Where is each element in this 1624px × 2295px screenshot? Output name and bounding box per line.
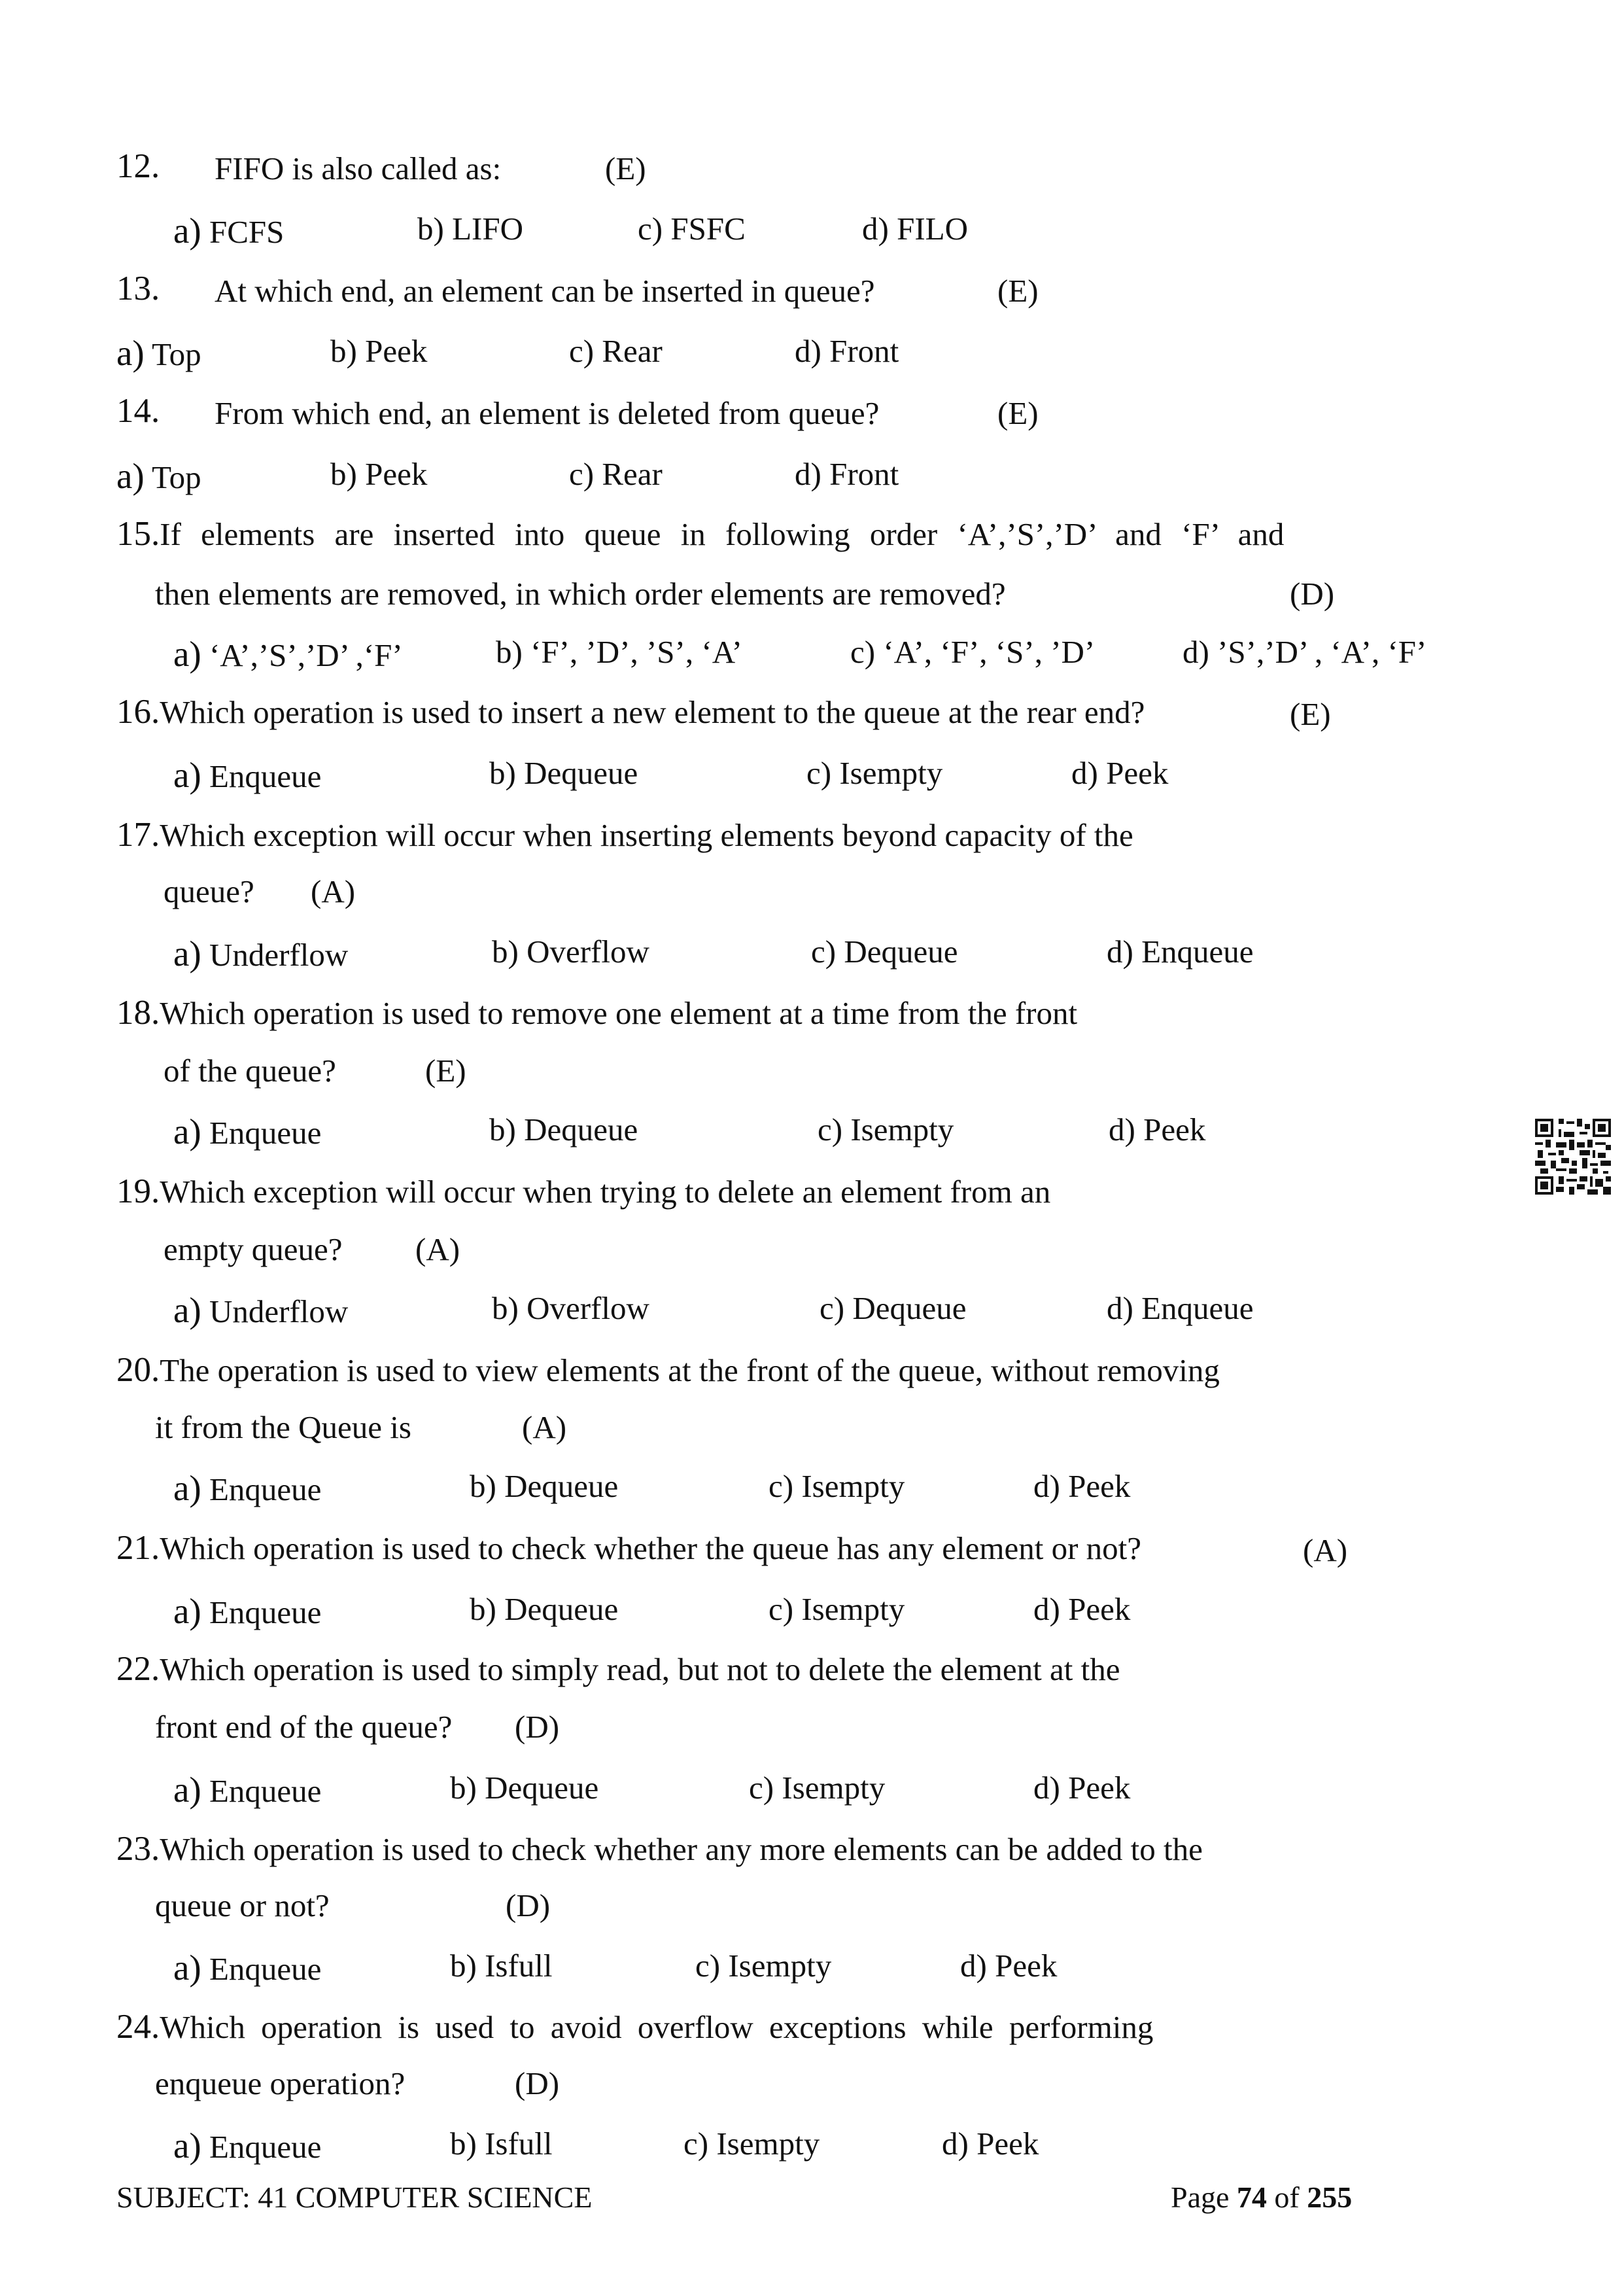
option-letter: c) — [695, 1948, 721, 1984]
option-text: FSFC — [670, 211, 746, 247]
option-letter: a) — [173, 1112, 201, 1151]
option-letter: c) — [638, 211, 663, 247]
option-text: Enqueue — [209, 1773, 322, 1809]
option-text: Enqueue — [209, 758, 322, 794]
question-number: 17. — [116, 816, 160, 854]
option-letter: c) — [749, 1770, 774, 1806]
question-23-line-1 — [116, 1832, 1203, 1866]
option-c — [818, 1113, 954, 1146]
question-number: 22. — [116, 1650, 160, 1688]
option-text: Peek — [995, 1948, 1058, 1984]
option-letter: d) — [795, 333, 821, 369]
option-a — [173, 213, 284, 249]
option-letter: b) — [450, 1948, 477, 1984]
option-letter: a) — [173, 1591, 201, 1631]
qr-code-icon — [1535, 1119, 1611, 1195]
option-letter: d) — [1033, 1591, 1060, 1627]
option-b — [330, 335, 427, 367]
option-text: Underflow — [209, 1293, 349, 1329]
answer-key: (D) — [515, 2065, 560, 2101]
question-stem: Which exception will occur when trying to delete an element from an — [160, 1174, 1051, 1210]
answer-key: (E) — [605, 150, 646, 186]
question-number: 15. — [116, 515, 160, 553]
option-c — [569, 335, 663, 367]
option-d — [1107, 936, 1254, 968]
option-a — [173, 1593, 321, 1629]
option-letter: b) — [450, 2126, 477, 2162]
answer-key: (A) — [415, 1231, 460, 1267]
answer-key: (E) — [997, 273, 1039, 309]
option-letter: b) — [470, 1468, 496, 1504]
option-text: Dequeue — [844, 934, 958, 970]
option-text: Peek — [365, 333, 428, 369]
option-b — [450, 1772, 598, 1804]
answer-key: (A) — [311, 873, 356, 909]
question-stem-continued: enqueue operation? — [155, 2065, 406, 2101]
question-number: 12. — [116, 147, 160, 185]
question-stem-continued: queue? — [164, 873, 254, 909]
option-text: Peek — [1068, 1770, 1131, 1806]
question-stem: Which operation is used to remove one element at a time from the front — [160, 995, 1078, 1031]
option-text: Front — [829, 456, 899, 492]
question-stem: From which end, an element is deleted from queue? — [215, 395, 880, 431]
question-stem-continued: front end of the queue? — [155, 1709, 453, 1745]
option-text: Dequeue — [852, 1290, 967, 1326]
option-a — [173, 1470, 321, 1506]
question-number: 20. — [116, 1351, 160, 1389]
option-letter: c) — [818, 1112, 843, 1148]
question-stem: If elements are inserted into queue in following order ‘A’,’S’,’D’ and ‘F’ and — [160, 516, 1285, 552]
option-text: Isfull — [485, 2126, 553, 2162]
option-d — [1033, 1772, 1130, 1804]
option-text: Peek — [365, 456, 428, 492]
option-letter: a) — [173, 2126, 201, 2165]
page-prefix: Page — [1171, 2181, 1237, 2214]
option-text: Peek — [1143, 1112, 1206, 1148]
option-letter: a) — [116, 333, 145, 373]
option-text: Enqueue — [209, 2129, 322, 2165]
option-d — [942, 2128, 1039, 2160]
option-text: Isempty — [716, 2126, 820, 2162]
option-text: Enqueue — [1141, 934, 1254, 970]
option-c — [749, 1772, 885, 1804]
option-d — [1033, 1470, 1130, 1502]
option-text: ‘A’,’S’,’D’ ,‘F’ — [209, 637, 403, 673]
option-text: Underflow — [209, 937, 349, 973]
option-text: ’S’,’D’ , ‘A’, ‘F’ — [1217, 634, 1427, 670]
option-letter: d) — [960, 1948, 987, 1984]
question-stem: Which operation is used to check whether any more elements can be added to the — [160, 1831, 1203, 1867]
question-number: 13. — [116, 270, 160, 307]
option-b — [489, 1113, 638, 1146]
answer-key: (E) — [425, 1053, 466, 1089]
question-stem-continued: of the queue? — [164, 1053, 336, 1089]
option-c — [769, 1593, 905, 1625]
question-number: 19. — [116, 1172, 160, 1210]
option-letter: c) — [569, 333, 595, 369]
option-c — [769, 1470, 905, 1502]
option-letter: a) — [173, 211, 201, 251]
option-c — [695, 1950, 831, 1982]
option-text: Enqueue — [209, 1471, 322, 1507]
option-text: Isempty — [801, 1591, 905, 1627]
option-c — [683, 2128, 820, 2160]
option-letter: c) — [820, 1290, 845, 1326]
option-letter: a) — [116, 456, 145, 496]
answer-key: (A) — [1303, 1532, 1348, 1568]
option-letter: c) — [806, 755, 832, 791]
option-text: Dequeue — [524, 755, 638, 791]
option-text: Peek — [1068, 1591, 1131, 1627]
question-number: 16. — [116, 693, 160, 731]
option-a — [173, 1292, 348, 1328]
option-a — [116, 335, 201, 371]
question-17-line-1 — [116, 818, 1133, 852]
option-d — [1109, 1113, 1205, 1146]
option-text: Isempty — [728, 1948, 832, 1984]
option-text: FCFS — [209, 214, 285, 250]
option-text: Isempty — [782, 1770, 886, 1806]
answer-key: (A) — [522, 1409, 567, 1445]
option-a — [173, 936, 348, 972]
option-letter: a) — [173, 934, 201, 973]
option-d — [795, 335, 899, 367]
option-c — [638, 213, 746, 245]
question-number: 24. — [116, 2008, 160, 2046]
option-letter: d) — [942, 2126, 969, 2162]
page-total: 255 — [1307, 2181, 1353, 2214]
option-letter: b) — [450, 1770, 477, 1806]
question-stem: FIFO is also called as: — [215, 150, 502, 186]
question-stem: Which operation is used to simply read, but not to delete the element at the — [160, 1651, 1120, 1687]
answer-key: (D) — [506, 1887, 551, 1923]
option-a — [173, 1113, 321, 1149]
question-stem: Which operation is used to avoid overflow exceptions while performing — [160, 2009, 1154, 2045]
page-of: of — [1266, 2181, 1307, 2214]
option-c — [820, 1292, 966, 1324]
footer-subject: SUBJECT: 41 COMPUTER SCIENCE — [116, 2181, 593, 2214]
option-text: Isfull — [485, 1948, 553, 1984]
question-20-line-1 — [116, 1353, 1220, 1388]
option-d — [960, 1950, 1057, 1982]
option-b — [489, 757, 638, 789]
option-a — [173, 1772, 321, 1808]
option-text: Rear — [602, 333, 663, 369]
option-c — [850, 636, 1095, 668]
option-letter: d) — [1033, 1770, 1060, 1806]
option-text: ‘F’, ’D’, ’S’, ‘A’ — [530, 634, 742, 670]
option-text: Overflow — [527, 934, 649, 970]
option-letter: b) — [492, 1290, 519, 1326]
option-text: Peek — [1068, 1468, 1131, 1504]
question-stem-continued: it from the Queue is — [155, 1409, 411, 1445]
option-a — [173, 1950, 321, 1986]
option-letter: b) — [492, 934, 519, 970]
option-text: Dequeue — [504, 1591, 619, 1627]
option-text: Enqueue — [1141, 1290, 1254, 1326]
question-18-line-1 — [116, 996, 1077, 1030]
option-text: Rear — [602, 456, 663, 492]
option-letter: b) — [489, 755, 516, 791]
footer-page-indicator — [1171, 2180, 1352, 2215]
option-text: ‘A’, ‘F’, ‘S’, ’D’ — [883, 634, 1096, 670]
question-22-line-1 — [116, 1652, 1120, 1687]
option-text: Isempty — [839, 755, 943, 791]
option-d — [1033, 1593, 1130, 1625]
answer-key: (E) — [997, 395, 1039, 431]
option-b — [330, 458, 427, 490]
option-letter: b) — [330, 456, 357, 492]
question-stem: Which operation is used to insert a new element to the queue at the rear end? — [160, 694, 1145, 730]
question-16-line-1 — [116, 695, 1145, 729]
option-letter: d) — [1109, 1112, 1135, 1148]
option-text: LIFO — [452, 211, 523, 247]
option-c — [806, 757, 942, 789]
option-b — [470, 1593, 618, 1625]
question-number: 18. — [116, 994, 160, 1032]
option-letter: d) — [795, 456, 821, 492]
option-letter: c) — [850, 634, 876, 670]
option-d — [1071, 757, 1168, 789]
option-text: Dequeue — [485, 1770, 599, 1806]
option-b — [492, 1292, 649, 1324]
option-b — [470, 1470, 618, 1502]
option-text: Top — [152, 336, 201, 372]
question-stem-continued: empty queue? — [164, 1231, 343, 1267]
option-text: Isempty — [850, 1112, 954, 1148]
option-d — [862, 213, 968, 245]
option-letter: b) — [470, 1591, 496, 1627]
option-text: Top — [152, 459, 201, 495]
option-text: Dequeue — [524, 1112, 638, 1148]
option-b — [492, 936, 649, 968]
question-stem: Which exception will occur when inserting elements beyond capacity of the — [160, 817, 1133, 853]
option-text: Enqueue — [209, 1951, 322, 1987]
option-text: Peek — [1106, 755, 1169, 791]
option-letter: b) — [496, 634, 523, 670]
option-letter: d) — [862, 211, 889, 247]
option-text: Enqueue — [209, 1594, 322, 1630]
answer-key: (E) — [1290, 696, 1331, 732]
option-letter: c) — [811, 934, 837, 970]
option-letter: b) — [489, 1112, 516, 1148]
question-number: 14. — [116, 392, 160, 430]
page-number: 74 — [1236, 2181, 1267, 2214]
option-text: Dequeue — [504, 1468, 619, 1504]
option-letter: a) — [173, 1468, 201, 1508]
question-12-header — [116, 149, 160, 184]
option-c — [811, 936, 958, 968]
question-19-line-1 — [116, 1174, 1050, 1209]
question-15-line-1 — [116, 515, 1285, 553]
option-letter: d) — [1033, 1468, 1060, 1504]
option-a — [173, 636, 403, 672]
option-text: Isempty — [801, 1468, 905, 1504]
question-stem: Which operation is used to check whether the queue has any element or not? — [160, 1530, 1142, 1566]
option-b — [417, 213, 523, 245]
option-a — [116, 458, 201, 494]
option-text: Peek — [976, 2126, 1039, 2162]
answer-key: (D) — [515, 1709, 560, 1745]
option-a — [173, 2128, 321, 2164]
question-stem-continued: queue or not? — [155, 1887, 330, 1923]
option-letter: c) — [769, 1591, 794, 1627]
option-letter: a) — [173, 1948, 201, 1988]
option-c — [569, 458, 663, 490]
question-stem-continued: then elements are removed, in which order elements are removed? — [155, 576, 1006, 612]
option-a — [173, 757, 321, 793]
question-24-line-1 — [116, 2010, 1163, 2044]
option-letter: c) — [569, 456, 595, 492]
option-d — [1107, 1292, 1254, 1324]
question-stem: At which end, an element can be inserted in queue? — [215, 273, 875, 309]
option-letter: c) — [769, 1468, 794, 1504]
option-b — [450, 2128, 553, 2160]
question-stem: The operation is used to view elements at the front of the queue, without removing — [160, 1352, 1220, 1388]
option-letter: d) — [1107, 934, 1133, 970]
question-21-line-1 — [116, 1531, 1141, 1566]
option-letter: d) — [1183, 634, 1209, 670]
option-letter: a) — [173, 1770, 201, 1810]
option-b — [496, 636, 742, 668]
question-number: 21. — [116, 1529, 160, 1567]
option-letter: a) — [173, 1290, 201, 1330]
option-d — [1183, 636, 1426, 668]
option-b — [450, 1950, 553, 1982]
option-letter: a) — [173, 634, 201, 674]
option-text: Enqueue — [209, 1115, 322, 1151]
option-text: Front — [829, 333, 899, 369]
option-letter: b) — [417, 211, 444, 247]
option-d — [795, 458, 899, 490]
option-text: Overflow — [527, 1290, 649, 1326]
option-letter: d) — [1107, 1290, 1133, 1326]
option-letter: a) — [173, 755, 201, 795]
option-letter: d) — [1071, 755, 1098, 791]
question-number: 23. — [116, 1830, 160, 1868]
option-letter: c) — [683, 2126, 709, 2162]
option-text: FILO — [897, 211, 968, 247]
option-letter: b) — [330, 333, 357, 369]
answer-key: (D) — [1290, 576, 1335, 612]
